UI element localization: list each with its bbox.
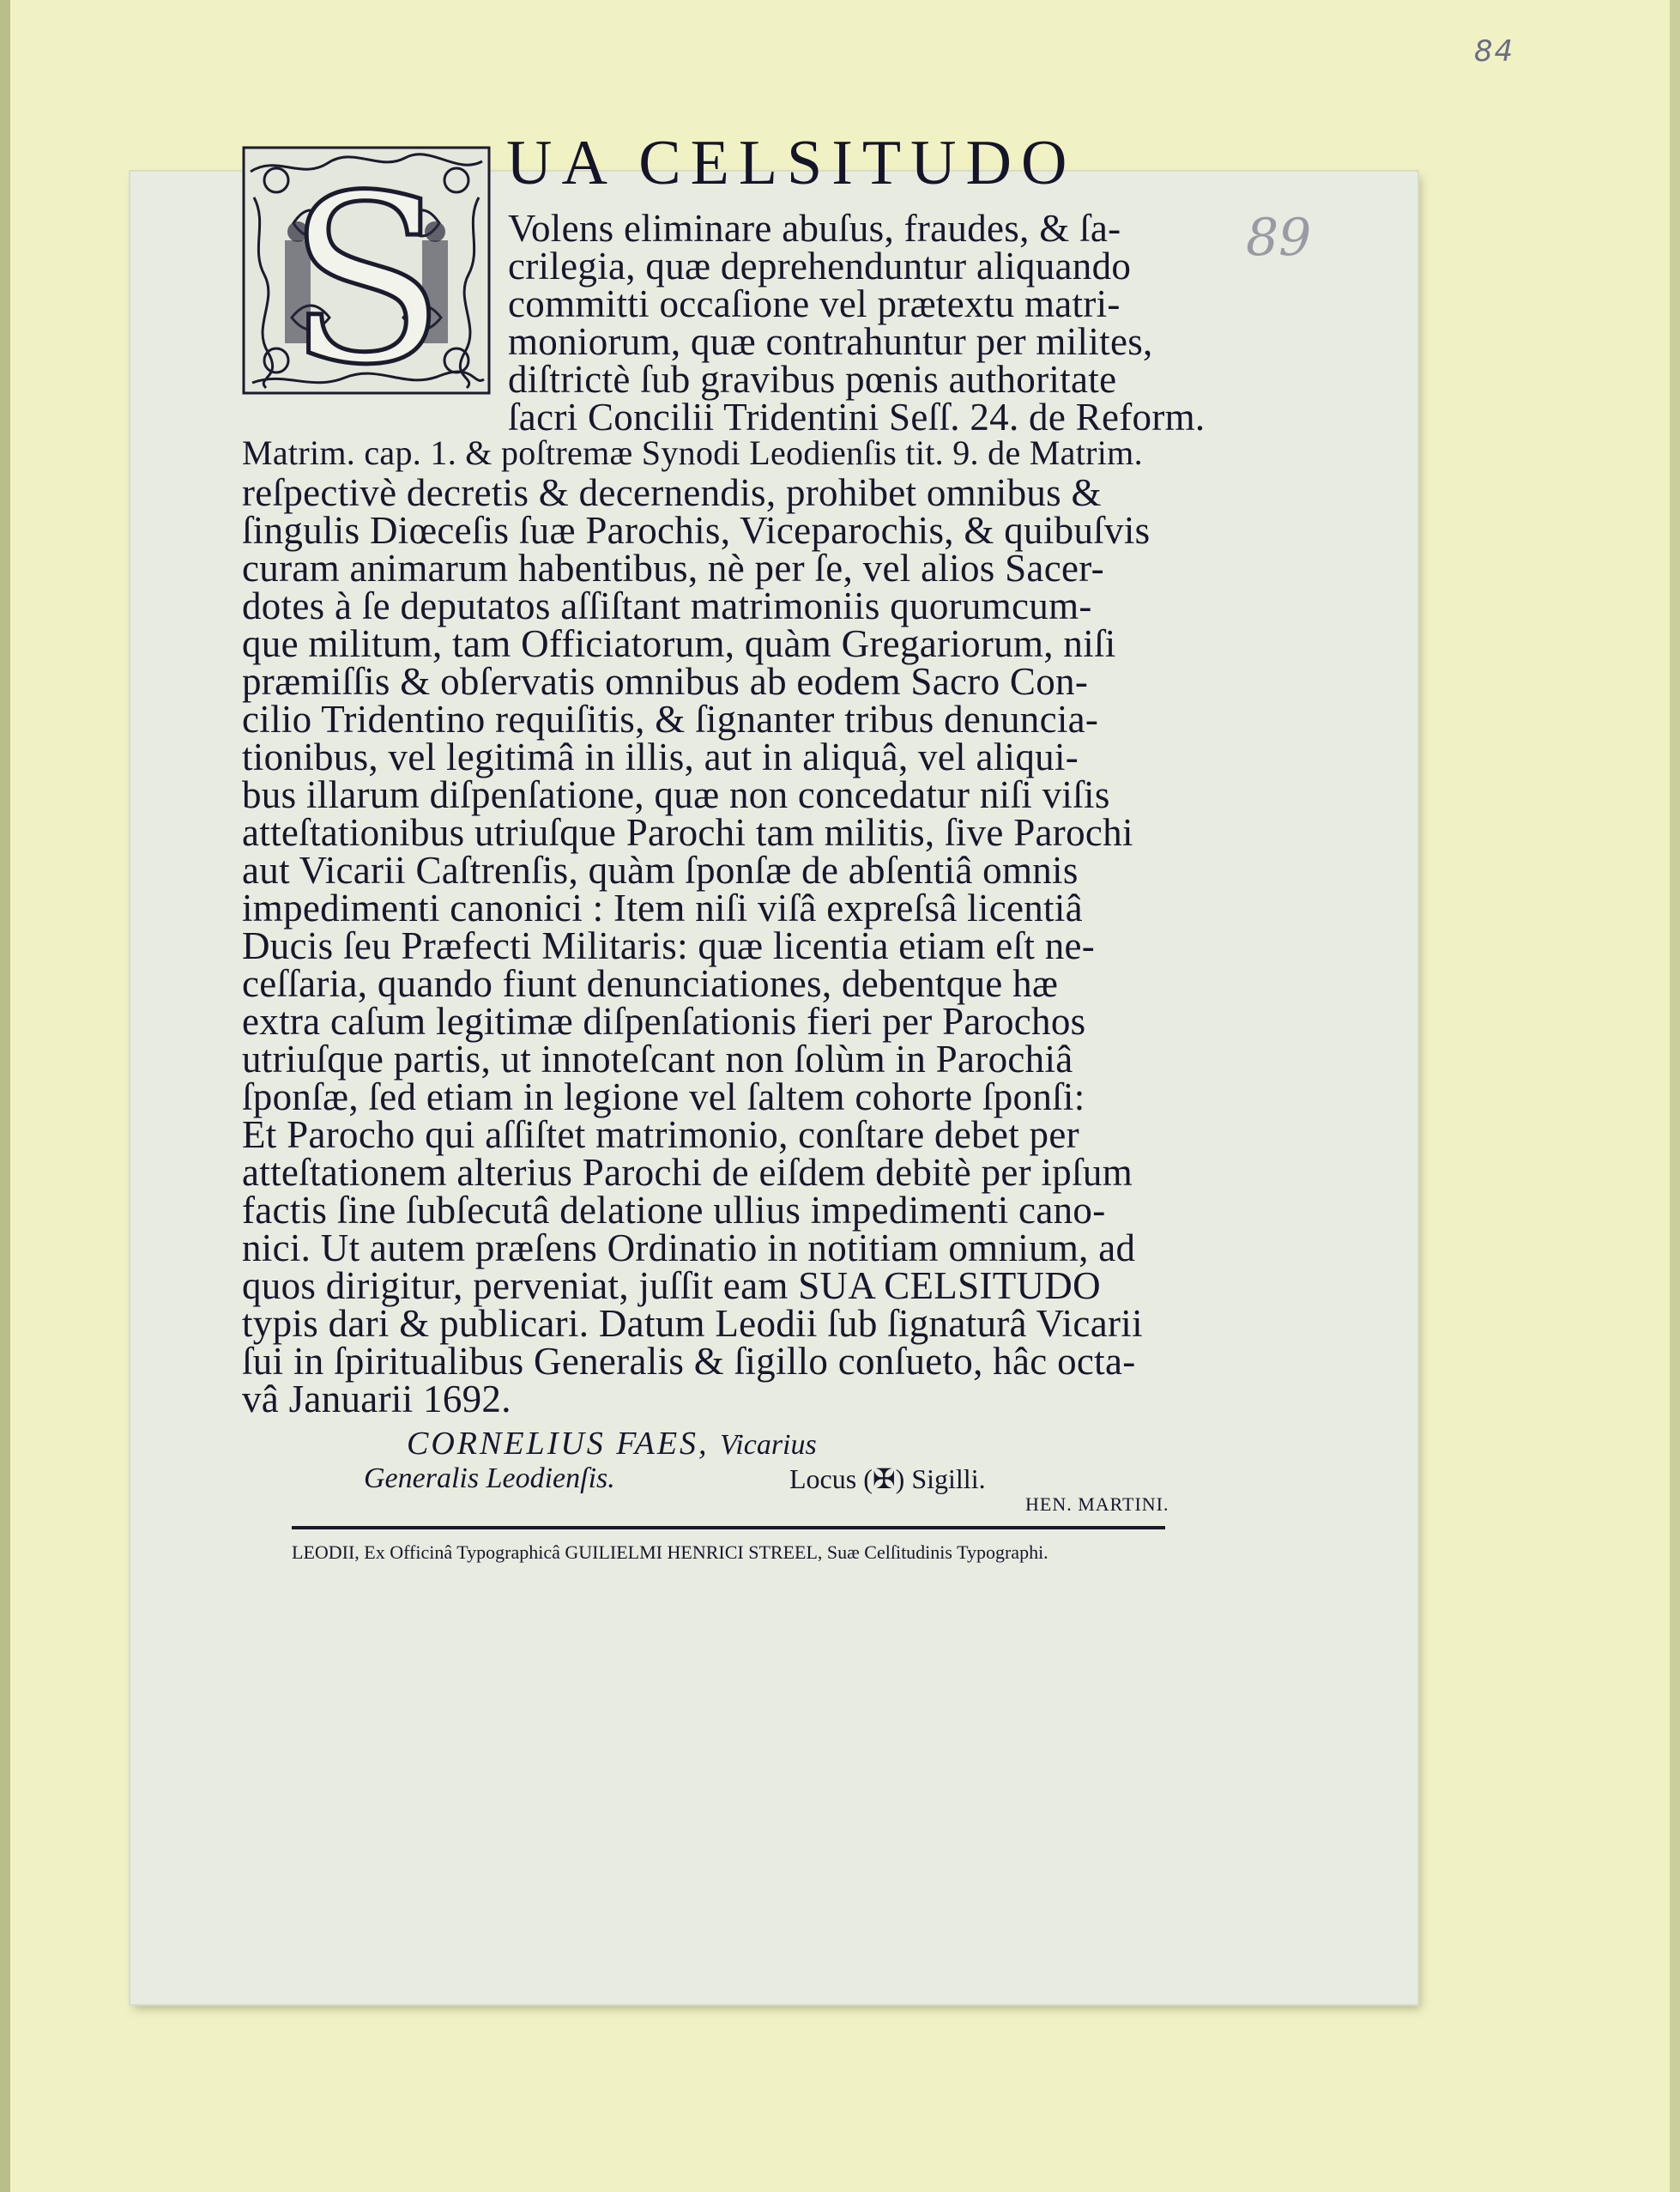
text-line: ſingulis Diœceſis ſuæ Parochis, Viceparochis, & quibuſvis xyxy=(242,509,1151,552)
backing-edge-right xyxy=(1670,0,1680,2192)
signature-line2: Generalis Leodienſis. xyxy=(364,1462,615,1494)
text-line: factis ſine ſubſecutâ delatione ullius impedimenti cano- xyxy=(242,1189,1106,1232)
text-line: Matrim. cap. 1. & poſtremæ Synodi Leodienſis tit. 9. de Matrim. xyxy=(242,433,1143,472)
signature-vicar xyxy=(407,1425,817,1462)
text-line: utriuſque partis, ut innoteſcant non ſolùm in Parochiâ xyxy=(242,1038,1073,1081)
proclamation-heading: UA CELSITUDO xyxy=(506,128,1077,198)
text-line: præmiſſis & obſervatis omnibus ab eodem Sacro Con- xyxy=(242,660,1089,703)
imprint-rule xyxy=(292,1526,1165,1529)
text-line: crilegia, quæ deprehenduntur aliquando xyxy=(508,245,1132,288)
text-line: que militum, tam Officiatorum, quàm Gregariorum, niſi xyxy=(242,622,1116,665)
text-line: nici. Ut autem præſens Ordinatio in notitiam omnium, ad xyxy=(242,1226,1136,1269)
seal-location: Locus (✠) Sigilli. xyxy=(789,1463,986,1494)
text-line: dotes à ſe deputatos aſſiſtant matrimoniis quorumcum- xyxy=(242,584,1092,627)
text-line: moniorum, quæ contrahuntur per milites, xyxy=(508,320,1153,363)
text-line: atteſtationem alterius Parochi de eiſdem debitè per ipſum xyxy=(242,1151,1133,1194)
text-line: vâ Januarii 1692. xyxy=(242,1378,511,1420)
text-line: extra caſum legitimæ diſpenſationis fieri per Parochos xyxy=(242,1000,1086,1043)
text-line: curam animarum habentibus, nè per ſe, vel alios Sacer- xyxy=(242,547,1104,590)
archive-number: 84 xyxy=(1474,34,1515,69)
text-line: Et Parocho qui aſſiſtet matrimonio, conſtare debet per xyxy=(242,1113,1079,1156)
signature-name: CORNELIUS FAES, xyxy=(407,1426,710,1462)
text-line: ceſſaria, quando fiunt denunciationes, debentque hæ xyxy=(242,962,1059,1005)
text-line: committi occaſione vel prætextu matri- xyxy=(508,282,1121,325)
text-line: cilio Tridentino requiſitis, & ſignanter tribus denuncia- xyxy=(242,698,1099,741)
text-line: ſacri Concilii Tridentini Seſſ. 24. de Reform. xyxy=(508,396,1206,439)
printer-imprint: LEODII, Ex Officinâ Typographicâ GUILIELMI HENRICI STREEL, Suæ Celſitudinis Typographi. xyxy=(292,1541,1048,1563)
text-line: reſpectivè decretis & decernendis, prohibet omnibus & xyxy=(242,471,1102,514)
svg-text:S: S xyxy=(287,146,446,395)
text-line: typis dari & publicari. Datum Leodii ſub ſignaturâ Vicarii xyxy=(242,1302,1143,1345)
text-line: Ducis ſeu Præfecti Militaris: quæ licentia etiam eſt ne- xyxy=(242,924,1096,967)
text-line: diſtrictè ſub gravibus pœnis authoritate xyxy=(508,358,1117,401)
signature-title: Vicarius xyxy=(720,1429,817,1461)
sheet-pencil-number: 89 xyxy=(1246,208,1312,268)
text-line: aut Vicarii Caſtrenſis, quàm ſponſæ de abſentiâ omnis xyxy=(242,849,1079,892)
text-line: bus illarum diſpenſatione, quæ non concedatur niſi viſis xyxy=(242,773,1110,816)
countersigner: HEN. MARTINI. xyxy=(1025,1493,1169,1515)
text-line: Volens eliminare abuſus, fraudes, & ſa- xyxy=(508,207,1121,250)
text-line: quos dirigitur, perveniat, juſſit eam SUA CELSITUDO xyxy=(242,1264,1101,1307)
text-line: atteſtationibus utriuſque Parochi tam militis, ſive Parochi xyxy=(242,811,1133,854)
text-line: tionibus, vel legitimâ in illis, aut in aliquâ, vel aliqui- xyxy=(242,736,1079,778)
text-line: ſui in ſpiritualibus Generalis & ſigillo conſueto, hâc octa- xyxy=(242,1340,1136,1383)
text-line: ſponſæ, ſed etiam in legione vel ſaltem cohorte ſponſi: xyxy=(242,1075,1085,1118)
text-line: impedimenti canonici : Item niſi viſâ expreſsâ licentiâ xyxy=(242,887,1083,929)
